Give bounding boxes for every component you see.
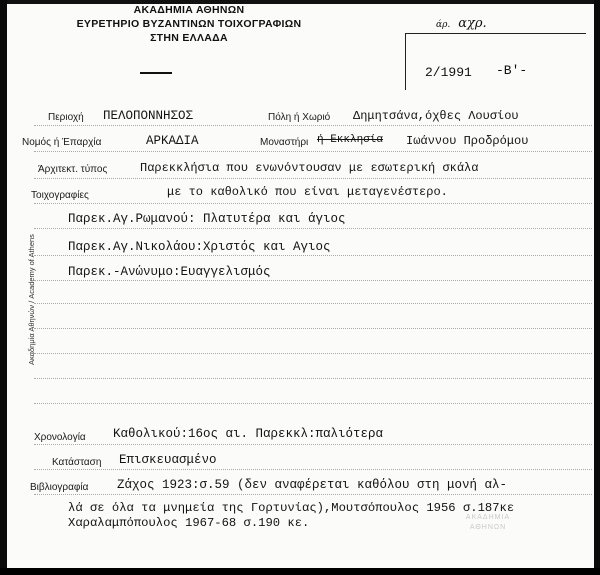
rule-fresco-3 (34, 280, 592, 281)
fresco-item-2: Παρεκ.Αγ.Νικολάου:Χριστός και Αγιος (68, 240, 331, 254)
rule-region (34, 125, 592, 126)
rule-arch-2 (34, 203, 592, 204)
rule-dating (34, 444, 592, 445)
dating-value: Καθολικού:16ος αι. Παρεκκλ:παλιότερα (113, 427, 384, 441)
academy-side-label: Ακαδημία Αθηνών / Academy of Athens (27, 234, 36, 365)
rule-fresco-1 (34, 228, 592, 229)
scan-edge-bottom (0, 568, 600, 575)
header-academy: ΑΚΑΔΗΜΙΑ ΑΘΗΝΩΝ (133, 4, 245, 16)
scan-edge-left (0, 0, 7, 575)
bibliography-label: Βιβλιογραφία (30, 482, 89, 493)
bibliography-line2: λά σε όλα τα μνημεία της Γορτυνίας),Μουτσόπουλος 1956 σ.187κε (68, 501, 515, 515)
reference-letter: -Β'- (496, 63, 528, 78)
arch-type-line1: Παρεκκλήσια που ενωνόντουσαν με εσωτερική σκάλα (140, 161, 479, 175)
condition-label: Κατάσταση (52, 457, 102, 468)
region-label: Περιοχή (48, 112, 84, 123)
stamp-line1: ΑΚΑΔΗΜΙΑ (465, 514, 511, 521)
monastery-struck-text: ή Εκκλησία (317, 134, 384, 146)
condition-value: Επισκευασμένο (119, 453, 217, 467)
academy-stamp (408, 513, 568, 533)
frescoes-label: Τοιχογραφίες (31, 190, 89, 201)
reference-handwritten-main: αχρ. (458, 16, 487, 31)
rule-bibliography-1 (34, 494, 592, 495)
bibliography-line3: Χαραλαμπόπουλος 1967-68 σ.190 κε. (68, 516, 310, 530)
reference-handwritten-prefix: άρ. (436, 20, 451, 30)
header-underline (140, 72, 172, 74)
rule-condition (34, 469, 592, 470)
header-country: ΣΤΗΝ ΕΛΛΑΔΑ (150, 32, 228, 44)
city-label: Πόλη ή Χωριό (268, 112, 331, 123)
region-value: ΠΕΛΟΠΟΝΝΗΣΟΣ (103, 109, 194, 123)
rule-empty-2 (34, 328, 592, 329)
dating-label: Χρονολογία (34, 432, 86, 443)
city-value: Δημητσάνα,όχθες Λουσίου (353, 109, 519, 123)
monastery-value: Ιωάννου Προδρόμου (406, 134, 529, 148)
arch-type-line2: με το καθολικό που είναι μεταγενέστερο. (167, 185, 448, 199)
rule-empty-3 (34, 353, 592, 354)
rule-empty-1 (34, 303, 592, 304)
reference-number: 2/1991 (425, 65, 472, 80)
reference-handwritten (436, 16, 487, 31)
stamp-line2: ΑΘΗΝΩΝ (469, 524, 507, 531)
prefecture-label: Νομός ή Έπαρχία (22, 137, 102, 148)
reference-box (405, 33, 586, 90)
scan-edge-right (594, 0, 600, 575)
bibliography-line1: Ζάχος 1923:σ.59 (δεν αναφέρεται καθόλου στη μονή αλ- (117, 478, 508, 492)
card-header (48, 3, 330, 45)
rule-empty-5 (34, 403, 592, 404)
rule-fresco-2 (34, 255, 592, 256)
fresco-item-3: Παρεκ.-Ανώνυμο:Ευαγγελισμός (68, 265, 271, 279)
rule-empty-4 (34, 378, 592, 379)
prefecture-value: ΑΡΚΑΔΙΑ (146, 134, 199, 148)
monastery-label: Μοναστήρι (260, 137, 309, 148)
fresco-item-1: Παρεκ.Αγ.Ρωμανού: Πλατυτέρα και άγιος (68, 212, 346, 226)
rule-prefecture (34, 151, 592, 152)
arch-type-label: Άρχιτεκτ. τύπος (38, 164, 108, 175)
header-index: ΕΥΡΕΤΗΡΙΟ ΒΥΖΑΝΤΙΝΩΝ ΤΟΙΧΟΓΡΑΦΙΩΝ (76, 18, 302, 30)
rule-arch-1 (34, 178, 592, 179)
